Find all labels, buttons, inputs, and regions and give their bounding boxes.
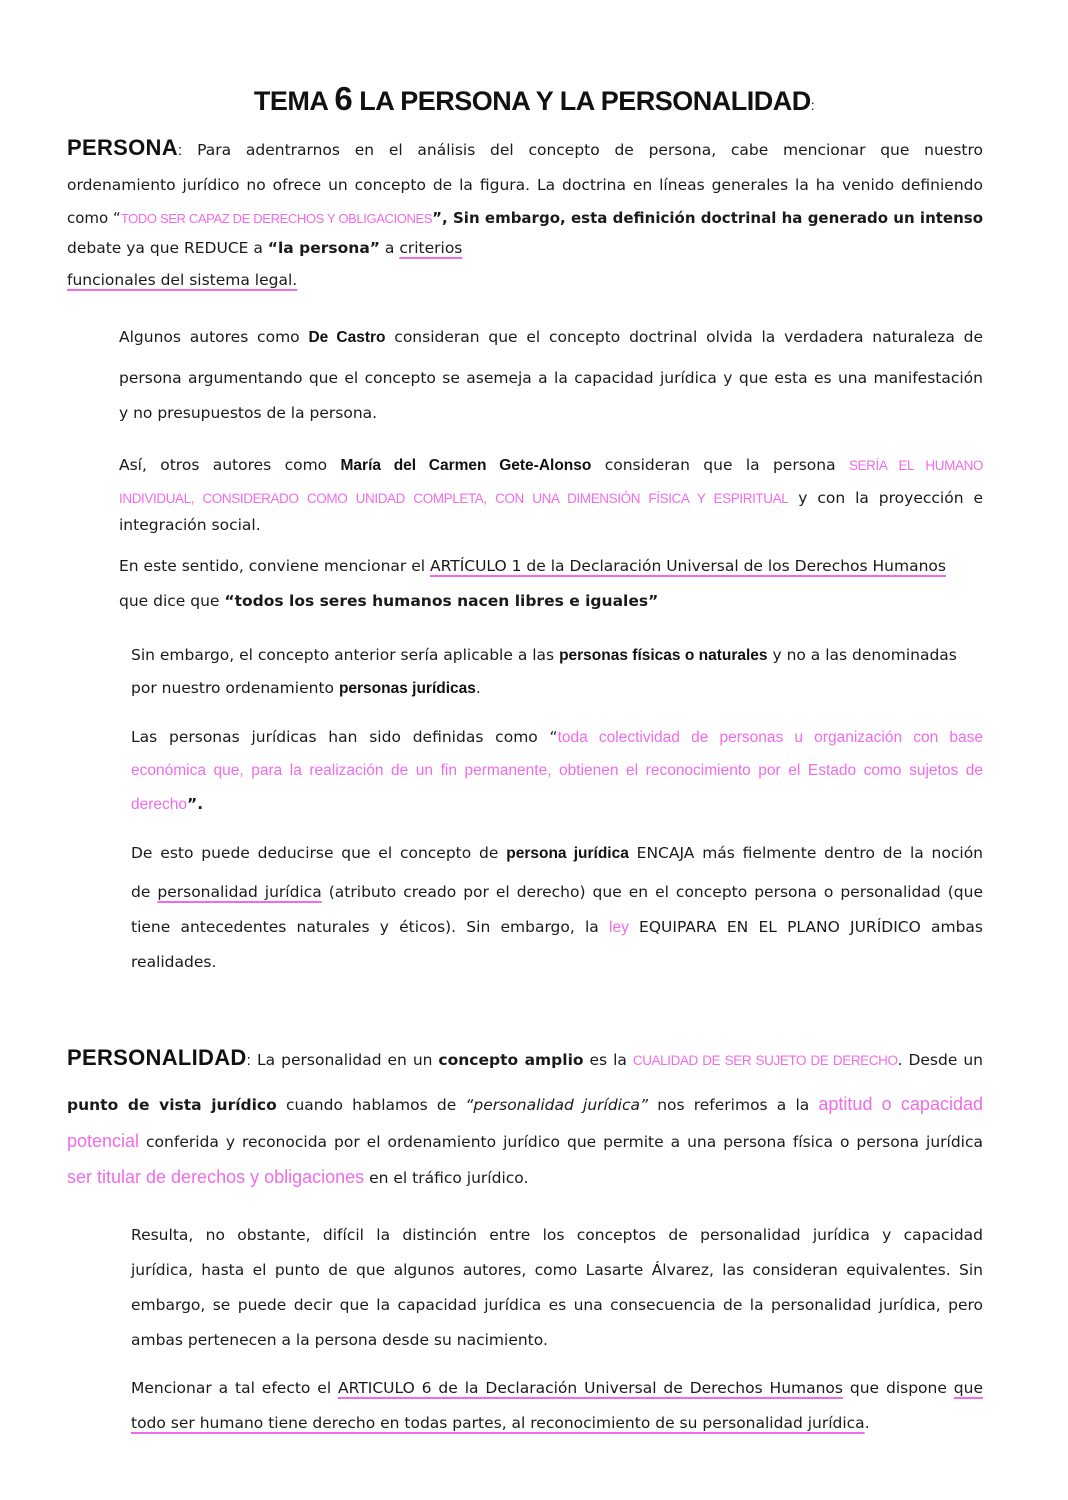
deducir-line-3 [131,917,983,938]
bold-text: concepto amplio [438,1051,584,1069]
text: ”. [187,795,204,813]
highlight: ley [609,919,629,936]
personalidad-line-2 [67,1094,983,1115]
text: Sin embargo, el concepto anterior sería aplicable a las [131,646,560,664]
text: nos referimos a la [648,1096,819,1114]
italic-text: “personalidad jurídica” [465,1096,649,1114]
resulta-line-2: jurídica, hasta el punto de que algunos autores, como Lasarte Álvarez, las consideran equivalentes. Sin [131,1261,983,1279]
deducir-line-4: realidades. [131,953,217,971]
articulo1-line-1 [119,556,946,576]
sinembargo-line-2 [131,678,481,699]
highlight: potencial [67,1131,140,1151]
highlight: aptitud o capacidad [818,1094,983,1114]
deducir-line-2 [131,882,983,902]
text: La personalidad en un [251,1051,439,1069]
author-name: De Castro [308,329,386,346]
castro-line-1 [119,327,983,348]
section-heading-personalidad: PERSONALIDAD [67,1045,247,1070]
text: por nuestro ordenamiento [131,679,339,697]
persona-line-3 [67,208,983,229]
text: que dice que [119,592,225,610]
section-heading-persona: PERSONA [67,135,178,160]
bold-term: personas físicas o naturales [559,647,768,664]
text: y no a las denominadas [767,646,957,664]
author-name: María del Carmen Gete-Alonso [340,457,592,474]
persona-line-2: ordenamiento jurídico no ofrece un concepto de la figura. La doctrina en líneas generales la ha venido definiendo [67,176,983,194]
underlined-text: todo ser humano tiene derecho en todas partes, al reconocimiento de su personalidad jurídica [131,1414,865,1432]
title-prefix: TEMA [253,86,335,116]
text: como “ [67,209,121,227]
text: Para adentrarnos en el análisis del concepto de persona, cabe mencionar que nuestro [182,141,983,159]
underlined-text: ARTÍCULO 1 de la Declaración Universal de los Derechos Humanos [429,557,946,575]
text: de [131,883,158,901]
text: a [379,239,400,257]
underlined-text: criterios [399,239,463,257]
bold-term: personas jurídicas [338,680,476,697]
definition-highlight: INDIVIDUAL, CONSIDERADO COMO UNIDAD COMPLETA, CON UNA DIMENSIÓN FÍSICA Y ESPIRITUAL [119,491,789,506]
quote: “todos los seres humanos nacen libres e iguales” [224,592,659,610]
page-title [0,80,1068,118]
title-text: LA PERSONA Y LA PERSONALIDAD [352,86,811,116]
text: conferida y reconocida por el ordenamiento jurídico que permite a una persona física o persona jurídica [139,1133,983,1151]
text: que dispone [843,1379,954,1397]
text: ENCAJA más fielmente dentro de la noción [628,844,983,862]
personalidad-line-1 [67,1045,983,1071]
text: En este sentido, conviene mencionar el [119,557,430,575]
highlight: ser titular de derechos y obligaciones [67,1167,365,1187]
text: consideran que la persona [591,456,849,474]
text: . [475,679,481,697]
definition-highlight: toda colectividad de personas u organización con base [557,729,983,746]
gete-line-2 [119,488,983,509]
articulo1-line-2 [119,591,658,611]
text: consideran que el concepto doctrinal olvida la verdadera naturaleza de [385,328,983,346]
castro-line-3: y no presupuestos de la persona. [119,404,378,422]
definition-highlight: SERÍA EL HUMANO [848,458,984,473]
personalidad-line-3 [67,1131,983,1152]
deducir-line-1 [131,843,983,864]
text: ”, Sin embargo, esta definición doctrinal ha generado un intenso [432,209,983,227]
text: tiene antecedentes naturales y éticos). Sin embargo, la [131,918,610,936]
text: Las personas jurídicas han sido definidas como “ [131,728,558,746]
definition-highlight: económica que, para la realización de un fin permanente, obtienen el reconocimiento por el Estado como sujetos de [131,762,983,779]
resulta-line-3: embargo, se puede decir que la capacidad jurídica es una consecuencia de la personalidad jurídica, pero [131,1296,983,1314]
definition-highlight: derecho [131,796,188,813]
text: Mencionar a tal efecto el [131,1379,339,1397]
text: EQUIPARA EN EL PLANO JURÍDICO ambas [628,918,983,936]
text: y con la proyección e [788,489,983,507]
text: (atributo creado por el derecho) que en el concepto persona o personalidad (que [321,883,983,901]
underlined-text: personalidad jurídica [157,883,322,901]
definition-highlight: CUALIDAD DE SER SUJETO DE DERECHO [632,1053,898,1068]
underlined-text: que [953,1379,983,1397]
text: Algunos autores como [119,328,309,346]
bold-text: punto de vista jurídico [67,1096,277,1114]
persona-line-1 [67,135,983,161]
heading-colon: : [246,1052,252,1069]
gete-line-1 [119,455,983,476]
underlined-text: funcionales del sistema legal. [67,271,298,289]
text: es la [583,1051,633,1069]
gete-line-3: integración social. [119,516,261,534]
articulo6-line-1 [131,1378,983,1398]
title-colon: : [810,97,815,113]
resulta-line-1: Resulta, no obstante, difícil la distinción entre los conceptos de personalidad jurídica y capacidad [131,1226,983,1244]
personalidad-line-4 [67,1167,528,1188]
juridicas-line-2 [131,760,983,781]
text: . [864,1414,870,1432]
juridicas-line-1 [131,727,983,748]
text: . Desde un [897,1051,983,1069]
text: De esto puede deducirse que el concepto de [131,844,507,862]
text: en el tráfico jurídico. [364,1169,529,1187]
title-number: 6 [334,80,353,117]
persona-line-4 [67,238,462,258]
text: Así, otros autores como [119,456,341,474]
bold-term: persona jurídica [506,845,629,862]
resulta-line-4: ambas pertenecen a la persona desde su nacimiento. [131,1331,548,1349]
juridicas-line-3 [131,794,203,815]
sinembargo-line-1 [131,645,957,666]
bold-text: “la persona” [267,239,380,257]
castro-line-2: persona argumentando que el concepto se asemeja a la capacidad jurídica y que esta es una manifestación [119,369,983,387]
persona-line-5 [67,270,297,290]
text: debate ya que REDUCE a [67,239,268,257]
underlined-text: ARTICULO 6 de la Declaración Universal de Derechos Humanos [338,1379,843,1397]
text: cuando hablamos de [276,1096,466,1114]
definition-highlight: TODO SER CAPAZ DE DERECHOS Y OBLIGACIONES [120,211,433,226]
heading-colon: : [177,142,183,159]
articulo6-line-2 [131,1413,870,1433]
